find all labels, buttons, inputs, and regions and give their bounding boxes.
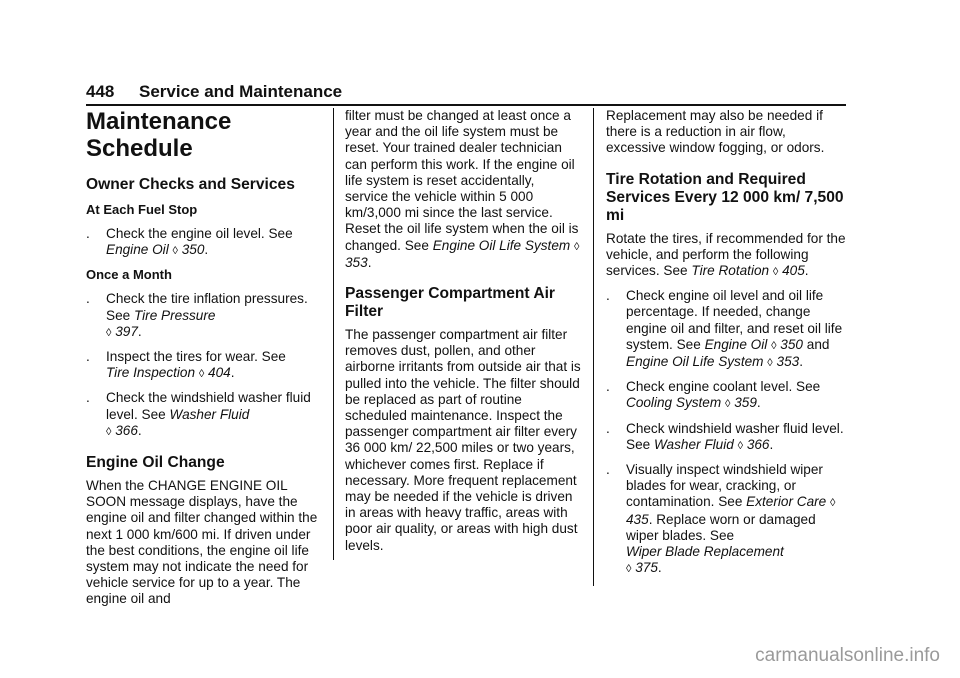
- column-divider-2: [593, 108, 594, 586]
- column-1: [86, 108, 326, 608]
- paragraph: Replacement may also be needed if there is a reduction in air flow, excessive window fogging, or odors.: [606, 108, 825, 156]
- cross-reference-link[interactable]: Cooling System: [626, 395, 722, 411]
- page-ref-icon: ◊: [106, 326, 112, 339]
- paragraph: Rotate the tires, if recommended for the vehicle, and perform the following services. See Tire Rotation ◊ 405.: [606, 230, 846, 279]
- page-ref-icon: ◊: [573, 240, 580, 253]
- page-reference[interactable]: 353: [345, 254, 368, 270]
- cross-reference-link[interactable]: Wiper Blade Replacement: [626, 544, 784, 560]
- cross-reference-link[interactable]: Tire Inspection: [106, 365, 196, 381]
- list-item: . Check engine oil level and oil life percentage. If needed, change engine oil and filter, and reset oil life system. See Engine Oil ◊ 350 and Engine Oil Life System ◊ 353.: [606, 288, 843, 370]
- page-reference[interactable]: 350: [780, 336, 803, 352]
- list-item: . Inspect the tires for wear. See Tire Inspection ◊ 404.: [86, 349, 286, 381]
- page-ref-icon: ◊: [106, 425, 112, 438]
- heading-engine-oil-change: Engine Oil Change: [86, 454, 225, 472]
- section-title: Service and Maintenance: [139, 82, 343, 101]
- heading-owner-checks: Owner Checks and Services: [86, 176, 295, 193]
- cross-reference-link[interactable]: Engine Oil Life System: [432, 237, 571, 253]
- list-item: . Check windshield washer fluid level. See Washer Fluid ◊ 366.: [606, 420, 844, 452]
- page-title: Maintenance Schedule: [86, 108, 232, 162]
- subheading-once-a-month: Once a Month: [86, 267, 172, 283]
- header-rule: [86, 104, 846, 106]
- cross-reference-link[interactable]: Engine Oil: [106, 242, 169, 258]
- cross-reference-link[interactable]: Engine Oil: [704, 336, 768, 352]
- cross-reference-link[interactable]: Washer Fluid: [653, 436, 734, 452]
- list-item: . Check the tire inflation pressures. See Tire Pressure ◊ 397.: [86, 291, 308, 339]
- bullet-icon: .: [606, 379, 610, 395]
- watermark: carmanualsonline.info: [755, 645, 940, 666]
- page-ref-icon: ◊: [830, 497, 836, 510]
- bullet-icon: .: [86, 390, 90, 406]
- page-reference[interactable]: 366: [746, 436, 770, 452]
- page-ref-icon: ◊: [198, 368, 205, 381]
- page-reference[interactable]: 366: [115, 422, 138, 438]
- bullet-icon: .: [86, 291, 90, 307]
- cross-reference-link[interactable]: Tire Rotation: [691, 263, 770, 279]
- page-reference[interactable]: 397: [115, 323, 138, 339]
- subheading-fuel-stop: At Each Fuel Stop: [86, 202, 198, 217]
- page-ref-icon: ◊: [767, 357, 773, 370]
- page-reference[interactable]: 350: [181, 242, 205, 258]
- page-reference[interactable]: 359: [734, 395, 757, 411]
- cross-reference-link[interactable]: Washer Fluid: [169, 406, 250, 422]
- paragraph: filter must be changed at least once a year and the oil life system must be reset. Your trained dealer technician can perform this work. If the engine oil life system is reset accidentally, service the vehicle within 5 000 km/3,000 mi since the last service. Reset the oil life system when the oil is changed. See Engine Oil Life System ◊ 353.: [345, 108, 580, 270]
- page-ref-icon: ◊: [772, 266, 779, 279]
- heading-air-filter: Passenger Compartment Air Filter: [345, 285, 555, 321]
- bullet-icon: .: [606, 288, 610, 304]
- bullet-icon: .: [86, 226, 90, 241]
- bullet-icon: .: [606, 462, 610, 478]
- page-ref-icon: ◊: [737, 439, 744, 452]
- page-reference[interactable]: 405: [782, 263, 805, 279]
- page-ref-icon: ◊: [172, 245, 178, 258]
- page-reference[interactable]: 353: [776, 354, 800, 370]
- page-ref-icon: ◊: [771, 339, 777, 352]
- list-item: . Check the windshield washer fluid level. See Washer Fluid ◊ 366.: [86, 390, 311, 438]
- page-ref-icon: ◊: [724, 398, 731, 411]
- cross-reference-link[interactable]: Tire Pressure: [133, 307, 216, 323]
- list-item: . Check the engine oil level. See Engine Oil ◊ 350.: [86, 226, 293, 258]
- page-reference[interactable]: 375: [635, 560, 658, 576]
- column-2: [345, 108, 581, 554]
- bullet-icon: .: [606, 420, 610, 436]
- paragraph: When the CHANGE ENGINE OIL SOON message displays, have the engine oil and filter changed within the next 1 000 km/600 mi. If driven under the best conditions, the engine oil life system may not indicate the need for vehicle service for up to a year. The engine oil and: [86, 478, 318, 607]
- paragraph: The passenger compartment air filter removes dust, pollen, and other airborne irritants from outside air that is pulled into the vehicle. The filter should be replaced as part of routine scheduled maintenance. Inspect the passenger compartment air filter every 36 000 km/ 22,500 miles or two years, whichever comes first. Replace if necessary. More frequent replacement may be needed if the vehicle is driven in areas with heavy traffic, areas with poor air quality, or areas with high dust levels.: [345, 327, 581, 553]
- cross-reference-link[interactable]: Exterior Care: [746, 494, 827, 510]
- column-3: [606, 108, 846, 577]
- page-reference[interactable]: 435: [626, 511, 649, 527]
- list-item: . Visually inspect windshield wiper blades for wear, cracking, or contamination. See Exterior Care ◊ 435. Replace worn or damaged wiper blades. See Wiper Blade Replacement ◊ 375.: [606, 462, 836, 576]
- page-reference[interactable]: 404: [208, 365, 231, 381]
- page-number: 448: [86, 82, 115, 101]
- list-item: . Check engine coolant level. See Cooling System ◊ 359.: [606, 379, 821, 411]
- bullet-icon: .: [86, 349, 90, 365]
- cross-reference-link[interactable]: Engine Oil Life System: [626, 354, 764, 370]
- heading-tire-rotation: Tire Rotation and Required Services Every 12 000 km/ 7,500 mi: [606, 170, 844, 224]
- page-ref-icon: ◊: [626, 563, 632, 576]
- column-divider-1: [333, 108, 334, 560]
